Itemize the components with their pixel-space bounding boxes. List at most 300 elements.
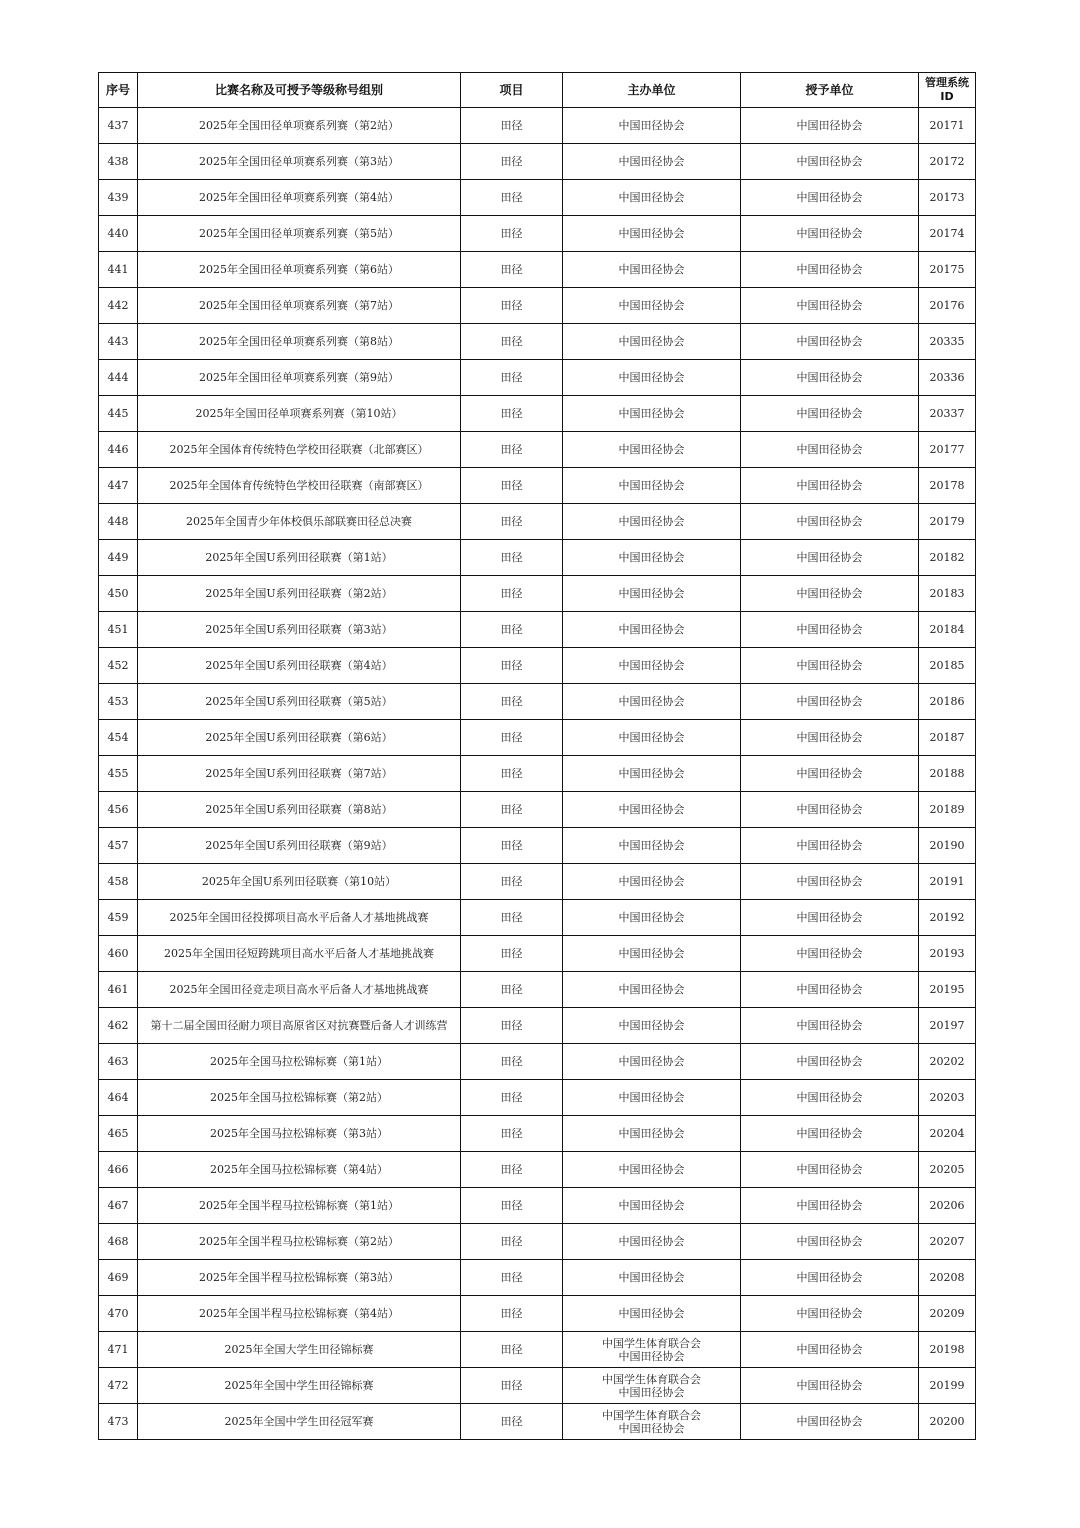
host-org-line: 中国田径协会 — [618, 1385, 685, 1399]
host-org-line: 中国田径协会 — [618, 947, 685, 960]
cell-system-id: 20192 — [919, 900, 976, 936]
cell-sport: 田径 — [461, 1080, 563, 1116]
cell-seq: 459 — [99, 900, 138, 936]
cell-system-id: 20337 — [919, 396, 976, 432]
cell-name: 第十二届全国田径耐力项目高原省区对抗赛暨后备人才训练营 — [138, 1008, 461, 1044]
header-name: 比赛名称及可授予等级称号组别 — [138, 73, 461, 108]
cell-system-id: 20207 — [919, 1224, 976, 1260]
cell-system-id: 20335 — [919, 324, 976, 360]
table-row — [99, 540, 976, 576]
cell-sport: 田径 — [461, 1224, 563, 1260]
table-row — [99, 972, 976, 1008]
cell-sport: 田径 — [461, 972, 563, 1008]
table-row — [99, 144, 976, 180]
cell-name: 2025年全国半程马拉松锦标赛（第4站） — [138, 1296, 461, 1332]
cell-grant: 中国田径协会 — [741, 180, 919, 216]
host-org-line: 中国田径协会 — [618, 695, 685, 708]
cell-grant: 中国田径协会 — [741, 1368, 919, 1404]
cell-grant: 中国田径协会 — [741, 324, 919, 360]
cell-host — [563, 1008, 741, 1044]
table-row — [99, 1224, 976, 1260]
cell-host — [563, 1224, 741, 1260]
cell-sport: 田径 — [461, 396, 563, 432]
cell-grant: 中国田径协会 — [741, 1152, 919, 1188]
host-org-line: 中国田径协会 — [618, 1307, 685, 1320]
host-org-line: 中国田径协会 — [618, 227, 685, 240]
cell-system-id: 20198 — [919, 1332, 976, 1368]
cell-name: 2025年全国半程马拉松锦标赛（第2站） — [138, 1224, 461, 1260]
cell-system-id: 20190 — [919, 828, 976, 864]
cell-seq: 473 — [99, 1404, 138, 1440]
cell-seq: 440 — [99, 216, 138, 252]
table-row — [99, 468, 976, 504]
cell-host — [563, 756, 741, 792]
cell-system-id: 20174 — [919, 216, 976, 252]
cell-seq: 465 — [99, 1116, 138, 1152]
cell-system-id: 20179 — [919, 504, 976, 540]
host-org-line: 中国田径协会 — [618, 443, 685, 456]
cell-seq: 438 — [99, 144, 138, 180]
table-row — [99, 756, 976, 792]
cell-name: 2025年全国田径短跨跳项目高水平后备人才基地挑战赛 — [138, 936, 461, 972]
cell-sport: 田径 — [461, 936, 563, 972]
cell-grant: 中国田径协会 — [741, 648, 919, 684]
cell-host — [563, 972, 741, 1008]
host-org-line: 中国田径协会 — [618, 1019, 685, 1032]
cell-name: 2025年全国U系列田径联赛（第9站） — [138, 828, 461, 864]
cell-grant: 中国田径协会 — [741, 720, 919, 756]
cell-grant: 中国田径协会 — [741, 1404, 919, 1440]
cell-host — [563, 936, 741, 972]
table-row — [99, 288, 976, 324]
cell-host — [563, 360, 741, 396]
cell-host — [563, 900, 741, 936]
cell-grant: 中国田径协会 — [741, 756, 919, 792]
host-org-line: 中国田径协会 — [618, 299, 685, 312]
table-row — [99, 936, 976, 972]
host-org-line: 中国田径协会 — [618, 335, 685, 348]
cell-name: 2025年全国U系列田径联赛（第7站） — [138, 756, 461, 792]
cell-system-id: 20183 — [919, 576, 976, 612]
cell-grant: 中国田径协会 — [741, 504, 919, 540]
cell-grant: 中国田径协会 — [741, 1296, 919, 1332]
header-row — [99, 73, 976, 108]
cell-seq: 468 — [99, 1224, 138, 1260]
cell-host — [563, 180, 741, 216]
cell-grant: 中国田径协会 — [741, 1080, 919, 1116]
cell-sport: 田径 — [461, 792, 563, 828]
cell-grant: 中国田径协会 — [741, 1188, 919, 1224]
cell-seq: 457 — [99, 828, 138, 864]
cell-host — [563, 720, 741, 756]
cell-seq: 462 — [99, 1008, 138, 1044]
cell-seq: 458 — [99, 864, 138, 900]
cell-host — [563, 576, 741, 612]
cell-seq: 437 — [99, 108, 138, 144]
cell-grant: 中国田径协会 — [741, 684, 919, 720]
cell-sport: 田径 — [461, 648, 563, 684]
cell-name: 2025年全国半程马拉松锦标赛（第3站） — [138, 1260, 461, 1296]
cell-seq: 464 — [99, 1080, 138, 1116]
cell-sport: 田径 — [461, 1008, 563, 1044]
table-row — [99, 792, 976, 828]
host-org-line: 中国田径协会 — [618, 515, 685, 528]
cell-sport: 田径 — [461, 1296, 563, 1332]
cell-seq: 455 — [99, 756, 138, 792]
table-row — [99, 1188, 976, 1224]
cell-seq: 445 — [99, 396, 138, 432]
cell-system-id: 20199 — [919, 1368, 976, 1404]
cell-grant: 中国田径协会 — [741, 1332, 919, 1368]
host-org-line: 中国田径协会 — [618, 983, 685, 996]
cell-host — [563, 216, 741, 252]
table-row — [99, 360, 976, 396]
cell-seq: 461 — [99, 972, 138, 1008]
cell-sport: 田径 — [461, 468, 563, 504]
cell-seq: 463 — [99, 1044, 138, 1080]
table-row — [99, 720, 976, 756]
cell-sport: 田径 — [461, 1368, 563, 1404]
table-row — [99, 324, 976, 360]
cell-system-id: 20191 — [919, 864, 976, 900]
cell-host — [563, 396, 741, 432]
header-system-id — [919, 73, 976, 108]
cell-grant: 中国田径协会 — [741, 612, 919, 648]
table-row — [99, 684, 976, 720]
cell-seq: 451 — [99, 612, 138, 648]
header-host: 主办单位 — [563, 73, 741, 108]
cell-grant: 中国田径协会 — [741, 828, 919, 864]
host-org-line: 中国田径协会 — [618, 1271, 685, 1284]
host-org-line: 中国田径协会 — [618, 1235, 685, 1248]
table-row — [99, 576, 976, 612]
cell-name: 2025年全国体育传统特色学校田径联赛（北部赛区） — [138, 432, 461, 468]
cell-host — [563, 108, 741, 144]
cell-name: 2025年全国马拉松锦标赛（第4站） — [138, 1152, 461, 1188]
cell-seq: 471 — [99, 1332, 138, 1368]
cell-system-id: 20205 — [919, 1152, 976, 1188]
cell-name: 2025年全国田径单项赛系列赛（第2站） — [138, 108, 461, 144]
cell-sport: 田径 — [461, 612, 563, 648]
cell-name: 2025年全国马拉松锦标赛（第2站） — [138, 1080, 461, 1116]
header-seq: 序号 — [99, 73, 138, 108]
cell-name: 2025年全国U系列田径联赛（第4站） — [138, 648, 461, 684]
table-row — [99, 432, 976, 468]
host-org-line: 中国田径协会 — [618, 191, 685, 204]
cell-sport: 田径 — [461, 684, 563, 720]
host-org-line: 中国田径协会 — [618, 911, 685, 924]
cell-sport: 田径 — [461, 900, 563, 936]
table-row — [99, 1008, 976, 1044]
host-org-line: 中国田径协会 — [618, 839, 685, 852]
table-row — [99, 648, 976, 684]
cell-seq: 439 — [99, 180, 138, 216]
cell-system-id: 20189 — [919, 792, 976, 828]
cell-name: 2025年全国青少年体校俱乐部联赛田径总决赛 — [138, 504, 461, 540]
host-org-line: 中国田径协会 — [618, 407, 685, 420]
cell-grant: 中国田径协会 — [741, 144, 919, 180]
cell-system-id: 20176 — [919, 288, 976, 324]
cell-grant: 中国田径协会 — [741, 576, 919, 612]
cell-name: 2025年全国U系列田径联赛（第1站） — [138, 540, 461, 576]
cell-system-id: 20188 — [919, 756, 976, 792]
cell-host — [563, 504, 741, 540]
cell-name: 2025年全国田径竞走项目高水平后备人才基地挑战赛 — [138, 972, 461, 1008]
cell-host — [563, 864, 741, 900]
host-org-line: 中国田径协会 — [618, 479, 685, 492]
cell-seq: 466 — [99, 1152, 138, 1188]
cell-seq: 460 — [99, 936, 138, 972]
cell-name: 2025年全国田径单项赛系列赛（第8站） — [138, 324, 461, 360]
cell-seq: 449 — [99, 540, 138, 576]
table-row — [99, 108, 976, 144]
cell-sport: 田径 — [461, 1152, 563, 1188]
cell-grant: 中国田径协会 — [741, 432, 919, 468]
table-row — [99, 1332, 976, 1368]
host-org-line: 中国田径协会 — [618, 767, 685, 780]
cell-seq: 453 — [99, 684, 138, 720]
cell-seq: 443 — [99, 324, 138, 360]
table-row — [99, 612, 976, 648]
cell-grant: 中国田径协会 — [741, 1044, 919, 1080]
cell-seq: 452 — [99, 648, 138, 684]
cell-system-id: 20173 — [919, 180, 976, 216]
host-org-line: 中国学生体育联合会 — [602, 1336, 701, 1350]
cell-system-id: 20206 — [919, 1188, 976, 1224]
cell-seq: 441 — [99, 252, 138, 288]
cell-grant: 中国田径协会 — [741, 360, 919, 396]
cell-system-id: 20197 — [919, 1008, 976, 1044]
table-row — [99, 1368, 976, 1404]
cell-grant: 中国田径协会 — [741, 396, 919, 432]
cell-grant: 中国田径协会 — [741, 900, 919, 936]
cell-system-id: 20186 — [919, 684, 976, 720]
cell-system-id: 20171 — [919, 108, 976, 144]
host-org-line: 中国学生体育联合会 — [602, 1408, 701, 1422]
table-body — [99, 108, 976, 1440]
host-org-line: 中国田径协会 — [618, 371, 685, 384]
cell-sport: 田径 — [461, 108, 563, 144]
cell-sport: 田径 — [461, 288, 563, 324]
host-org-line: 中国田径协会 — [618, 803, 685, 816]
cell-name: 2025年全国田径单项赛系列赛（第10站） — [138, 396, 461, 432]
cell-name: 2025年全国田径单项赛系列赛（第4站） — [138, 180, 461, 216]
cell-name: 2025年全国田径单项赛系列赛（第9站） — [138, 360, 461, 396]
cell-host — [563, 1116, 741, 1152]
cell-sport: 田径 — [461, 1260, 563, 1296]
cell-host — [563, 648, 741, 684]
table-row — [99, 828, 976, 864]
cell-sport: 田径 — [461, 180, 563, 216]
cell-sport: 田径 — [461, 576, 563, 612]
cell-host — [563, 792, 741, 828]
cell-sport: 田径 — [461, 756, 563, 792]
cell-host — [563, 468, 741, 504]
cell-name: 2025年全国U系列田径联赛（第2站） — [138, 576, 461, 612]
cell-seq: 446 — [99, 432, 138, 468]
cell-grant: 中国田径协会 — [741, 864, 919, 900]
cell-system-id: 20193 — [919, 936, 976, 972]
cell-system-id: 20187 — [919, 720, 976, 756]
cell-seq: 444 — [99, 360, 138, 396]
cell-seq: 472 — [99, 1368, 138, 1404]
cell-name: 2025年全国田径投掷项目高水平后备人才基地挑战赛 — [138, 900, 461, 936]
table-row — [99, 252, 976, 288]
cell-system-id: 20178 — [919, 468, 976, 504]
cell-host — [563, 1152, 741, 1188]
table-row — [99, 1152, 976, 1188]
cell-grant: 中国田径协会 — [741, 792, 919, 828]
table-row — [99, 396, 976, 432]
cell-host — [563, 540, 741, 576]
cell-system-id: 20209 — [919, 1296, 976, 1332]
cell-host — [563, 684, 741, 720]
cell-sport: 田径 — [461, 540, 563, 576]
cell-host — [563, 144, 741, 180]
cell-seq: 442 — [99, 288, 138, 324]
cell-host — [563, 612, 741, 648]
cell-system-id: 20208 — [919, 1260, 976, 1296]
cell-system-id: 20172 — [919, 144, 976, 180]
table-row — [99, 180, 976, 216]
table-header — [99, 73, 976, 108]
cell-grant: 中国田径协会 — [741, 540, 919, 576]
table-row — [99, 1080, 976, 1116]
host-org-line: 中国田径协会 — [618, 1127, 685, 1140]
cell-seq: 456 — [99, 792, 138, 828]
cell-name: 2025年全国U系列田径联赛（第10站） — [138, 864, 461, 900]
cell-sport: 田径 — [461, 828, 563, 864]
host-org-line: 中国田径协会 — [618, 551, 685, 564]
table-row — [99, 504, 976, 540]
host-org-line: 中国田径协会 — [618, 1349, 685, 1363]
cell-sport: 田径 — [461, 1404, 563, 1440]
cell-seq: 450 — [99, 576, 138, 612]
header-system-id-line2: ID — [940, 90, 954, 103]
cell-system-id: 20204 — [919, 1116, 976, 1152]
table-row — [99, 900, 976, 936]
cell-sport: 田径 — [461, 252, 563, 288]
cell-host — [563, 828, 741, 864]
table-row — [99, 1296, 976, 1332]
cell-seq: 448 — [99, 504, 138, 540]
cell-seq: 469 — [99, 1260, 138, 1296]
host-org-line: 中国田径协会 — [618, 875, 685, 888]
cell-sport: 田径 — [461, 324, 563, 360]
cell-grant: 中国田径协会 — [741, 108, 919, 144]
cell-system-id: 20195 — [919, 972, 976, 1008]
cell-sport: 田径 — [461, 144, 563, 180]
host-org-line: 中国田径协会 — [618, 155, 685, 168]
cell-grant: 中国田径协会 — [741, 1224, 919, 1260]
cell-sport: 田径 — [461, 432, 563, 468]
cell-system-id: 20202 — [919, 1044, 976, 1080]
cell-sport: 田径 — [461, 864, 563, 900]
cell-seq: 454 — [99, 720, 138, 756]
table-row — [99, 864, 976, 900]
cell-system-id: 20175 — [919, 252, 976, 288]
cell-name: 2025年全国田径单项赛系列赛（第6站） — [138, 252, 461, 288]
host-org-line: 中国田径协会 — [618, 1163, 685, 1176]
table-row — [99, 1116, 976, 1152]
cell-name: 2025年全国体育传统特色学校田径联赛（南部赛区） — [138, 468, 461, 504]
cell-system-id: 20185 — [919, 648, 976, 684]
cell-grant: 中国田径协会 — [741, 288, 919, 324]
cell-sport: 田径 — [461, 1116, 563, 1152]
cell-system-id: 20203 — [919, 1080, 976, 1116]
cell-system-id: 20177 — [919, 432, 976, 468]
cell-grant: 中国田径协会 — [741, 252, 919, 288]
cell-host — [563, 252, 741, 288]
host-org-line: 中国学生体育联合会 — [602, 1372, 701, 1386]
cell-sport: 田径 — [461, 216, 563, 252]
cell-host — [563, 1404, 741, 1440]
cell-grant: 中国田径协会 — [741, 216, 919, 252]
cell-sport: 田径 — [461, 360, 563, 396]
cell-host — [563, 1332, 741, 1368]
cell-name: 2025年全国大学生田径锦标赛 — [138, 1332, 461, 1368]
cell-host — [563, 1296, 741, 1332]
cell-host — [563, 432, 741, 468]
header-system-id-line1: 管理系统 — [925, 76, 969, 89]
cell-host — [563, 1044, 741, 1080]
host-org-line: 中国田径协会 — [618, 263, 685, 276]
cell-sport: 田径 — [461, 1332, 563, 1368]
cell-name: 2025年全国马拉松锦标赛（第1站） — [138, 1044, 461, 1080]
cell-name: 2025年全国中学生田径冠军赛 — [138, 1404, 461, 1440]
host-org-line: 中国田径协会 — [618, 587, 685, 600]
cell-seq: 447 — [99, 468, 138, 504]
host-org-line: 中国田径协会 — [618, 1091, 685, 1104]
table-row — [99, 216, 976, 252]
host-org-line: 中国田径协会 — [618, 1055, 685, 1068]
cell-sport: 田径 — [461, 504, 563, 540]
cell-system-id: 20200 — [919, 1404, 976, 1440]
cell-name: 2025年全国田径单项赛系列赛（第3站） — [138, 144, 461, 180]
cell-system-id: 20336 — [919, 360, 976, 396]
cell-name: 2025年全国U系列田径联赛（第5站） — [138, 684, 461, 720]
cell-system-id: 20182 — [919, 540, 976, 576]
header-sport: 项目 — [461, 73, 563, 108]
table-row — [99, 1404, 976, 1440]
cell-sport: 田径 — [461, 720, 563, 756]
cell-name: 2025年全国田径单项赛系列赛（第5站） — [138, 216, 461, 252]
cell-sport: 田径 — [461, 1188, 563, 1224]
cell-seq: 470 — [99, 1296, 138, 1332]
cell-name: 2025年全国田径单项赛系列赛（第7站） — [138, 288, 461, 324]
cell-grant: 中国田径协会 — [741, 468, 919, 504]
cell-grant: 中国田径协会 — [741, 1260, 919, 1296]
cell-grant: 中国田径协会 — [741, 936, 919, 972]
cell-grant: 中国田径协会 — [741, 1116, 919, 1152]
host-org-line: 中国田径协会 — [618, 623, 685, 636]
cell-sport: 田径 — [461, 1044, 563, 1080]
table-row — [99, 1260, 976, 1296]
cell-name: 2025年全国U系列田径联赛（第3站） — [138, 612, 461, 648]
cell-name: 2025年全国U系列田径联赛（第8站） — [138, 792, 461, 828]
host-org-line: 中国田径协会 — [618, 1421, 685, 1435]
cell-name: 2025年全国半程马拉松锦标赛（第1站） — [138, 1188, 461, 1224]
cell-grant: 中国田径协会 — [741, 1008, 919, 1044]
host-org-line: 中国田径协会 — [618, 659, 685, 672]
cell-host — [563, 1260, 741, 1296]
cell-name: 2025年全国中学生田径锦标赛 — [138, 1368, 461, 1404]
cell-system-id: 20184 — [919, 612, 976, 648]
competition-table — [98, 72, 976, 1440]
cell-host — [563, 1368, 741, 1404]
host-org-line: 中国田径协会 — [618, 731, 685, 744]
cell-host — [563, 324, 741, 360]
